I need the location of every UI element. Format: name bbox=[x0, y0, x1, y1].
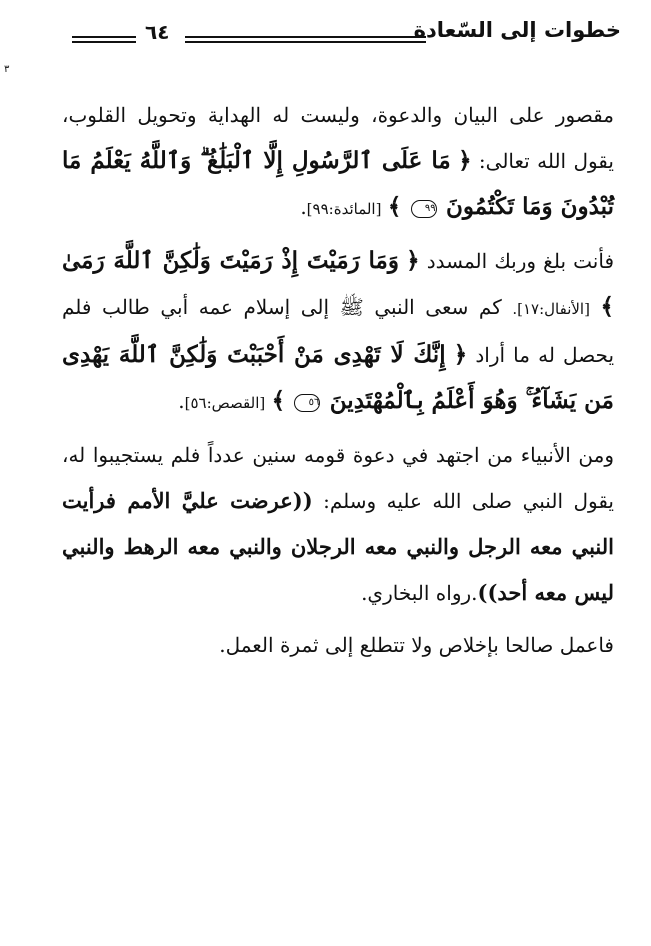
paragraph-text: ومن الأنبياء من اجتهد في دعوة قومه سنين عدداً فلم يستجيبوا له، يقول النبي صلى الله عليه وسلم: bbox=[62, 443, 615, 513]
paragraph-text: مقصور على البيان والدعوة، وليست له الهداية وتحويل القلوب، يقول الله تعالى: bbox=[62, 103, 614, 173]
paragraph-text: كم سعى النبي ﷺ إلى إسلام عمه أبي طالب فلم يحصل له ما أراد bbox=[62, 295, 615, 367]
verse-reference: [الأنفال:١٧]. bbox=[512, 300, 590, 318]
book-title: خطوات إلى السّعادة bbox=[413, 18, 621, 42]
verse-close-bracket: ﴾ bbox=[271, 387, 286, 414]
paragraph-1 bbox=[62, 92, 614, 232]
sentence-end: . bbox=[178, 389, 185, 413]
ayah-number-mark: ٥٦ bbox=[294, 394, 320, 412]
hadith-source: .رواه البخاري. bbox=[361, 581, 478, 605]
header-rule-short bbox=[72, 36, 136, 43]
hadith-quote: ((عرضت عليَّ الأمم فرأيت النبي معه الرجل والنبي معه الرجلان والنبي معه الرهط والنبي ليس معه أحد)) bbox=[62, 488, 614, 605]
verse-close-bracket: ﴾ bbox=[387, 193, 402, 220]
page-number: ٦٤ bbox=[145, 20, 170, 44]
quran-verse: وَمَا رَمَيْتَ إِذْ رَمَيْتَ وَلَٰكِنَّ ٱللَّهَ رَمَىٰ bbox=[62, 247, 399, 274]
quran-verse: إِنَّكَ لَا تَهْدِى مَنْ أَحْبَبْتَ وَلَٰكِنَّ ٱللَّهَ يَهْدِى مَن يَشَآءُ ۚ وَهُوَ أَعْلَمُ بِٱلْمُهْتَدِينَ bbox=[62, 341, 614, 414]
margin-mark: ٣ bbox=[4, 64, 10, 75]
verse-open-bracket: ﴿ bbox=[453, 341, 468, 368]
verse-reference: [المائدة:٩٩] bbox=[306, 200, 382, 218]
body-text bbox=[62, 92, 614, 674]
verse-open-bracket: ﴿ bbox=[406, 247, 420, 274]
page-header bbox=[60, 14, 621, 54]
paragraph-4 bbox=[62, 622, 614, 668]
header-rule-long bbox=[185, 36, 426, 43]
sentence-end: . bbox=[300, 195, 307, 219]
ayah-number-mark: ٩٩ bbox=[411, 200, 437, 218]
quran-verse: مَا عَلَى ٱلرَّسُولِ إِلَّا ٱلْبَلَٰغُ ۗ وَٱللَّهُ يَعْلَمُ مَا تُبْدُونَ وَمَا تَكْتُمُونَ bbox=[62, 147, 614, 220]
paragraph-3 bbox=[62, 432, 614, 616]
verse-open-bracket: ﴿ bbox=[458, 147, 472, 174]
verse-reference: [القصص:٥٦] bbox=[184, 394, 266, 412]
paragraph-2 bbox=[62, 238, 614, 426]
verse-close-bracket: ﴾ bbox=[600, 293, 615, 320]
paragraph-text: فاعمل صالحا بإخلاص ولا تتطلع إلى ثمرة العمل. bbox=[219, 633, 614, 657]
paragraph-text: فأنت بلغ وربك المسدد bbox=[419, 249, 615, 273]
